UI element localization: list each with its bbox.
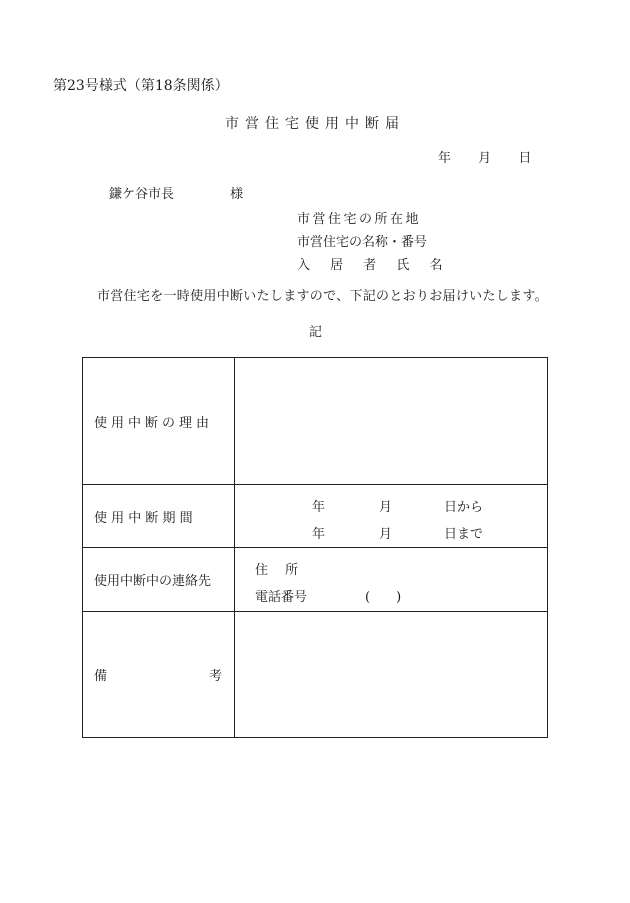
date-day-label: 日 bbox=[518, 151, 532, 166]
reason-field[interactable] bbox=[235, 358, 548, 485]
table-row-remarks bbox=[83, 612, 548, 738]
contact-field[interactable] bbox=[235, 548, 548, 612]
period-to-year: 年 bbox=[312, 527, 326, 542]
table-row-contact bbox=[83, 548, 548, 612]
remarks-label-left: 備 bbox=[94, 669, 108, 684]
period-from-suffix: 日から bbox=[444, 500, 484, 515]
location-label: 市営住宅の所在地 bbox=[297, 212, 422, 227]
document-title: 市営住宅使用中断届 bbox=[225, 116, 405, 132]
remarks-field[interactable] bbox=[235, 612, 548, 738]
remarks-label-right: 考 bbox=[208, 669, 222, 684]
body-text: 市営住宅を一時使用中断いたしますので、下記のとおりお届けいたします。 bbox=[97, 289, 548, 304]
addressee bbox=[109, 188, 243, 201]
name-number-label: 市営住宅の名称・番号 bbox=[297, 235, 428, 250]
table-row-period bbox=[83, 485, 548, 548]
period-to-month: 月 bbox=[379, 527, 393, 542]
period-from-month: 月 bbox=[379, 500, 393, 515]
contact-label: 使用中断中の連絡先 bbox=[83, 548, 235, 612]
addressee-honorific: 様 bbox=[230, 187, 244, 202]
addressee-name: 鎌ケ谷市長 bbox=[109, 187, 175, 202]
contact-phone-paren: ( ) bbox=[365, 590, 402, 605]
contact-lines bbox=[235, 548, 547, 611]
period-field[interactable] bbox=[235, 485, 548, 548]
reason-label: 使用中断の理由 bbox=[83, 358, 235, 485]
resident-name-label: 入 居 者 氏 名 bbox=[297, 258, 451, 273]
table-row-reason bbox=[83, 358, 548, 485]
contact-address-label: 住 所 bbox=[255, 563, 299, 578]
contact-phone-label: 電話番号 bbox=[255, 590, 308, 605]
period-from-year: 年 bbox=[312, 500, 326, 515]
ki-heading: 記 bbox=[309, 325, 323, 340]
date-year-label: 年 bbox=[438, 151, 452, 166]
date-line bbox=[438, 152, 531, 165]
period-lines bbox=[235, 485, 547, 547]
period-label: 使 用 中 断 期 間 bbox=[83, 485, 235, 548]
period-to-suffix: 日まで bbox=[444, 527, 484, 542]
form-number: 第23号様式（第18条関係） bbox=[53, 78, 229, 94]
remarks-label bbox=[83, 612, 235, 738]
form-table bbox=[82, 357, 548, 738]
date-month-label: 月 bbox=[478, 151, 492, 166]
